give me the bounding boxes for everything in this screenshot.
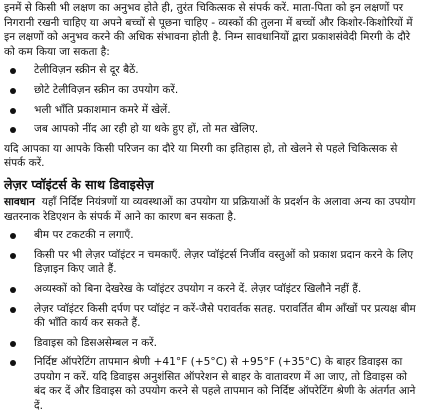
list-item-text: बीम पर टकटकी न लगाएँ. [34, 229, 134, 242]
list-item-text: डिवाइस को डिसअसेम्बल न करें. [34, 336, 157, 349]
list-item [4, 336, 419, 351]
list-item-text: टेलीविज़न स्क्रीन से दूर बैठें. [34, 64, 139, 77]
bullet-icon [10, 307, 16, 313]
list-item-text: अव्यस्कों को बिना देखरेख के प्वॉइंटर उपयोग न करने दें. लेज़र प्वॉइंटर खिलौने नहीं हैं. [34, 282, 362, 295]
list-item-text: जब आपको नींद आ रही हो या थके हुए हों, तो मत खेलिए. [34, 123, 259, 136]
list-item-text: भली भाँति प्रकाशमान कमरे में खेलें. [34, 103, 171, 116]
outro-paragraph: यदि आपका या आपके किसी परिजन का दौरे या मिरगी का इतिहास हो, तो खेलने से पहले चिकित्सक से संपर्क करें. [4, 142, 398, 170]
list-item [4, 122, 419, 137]
list-item-text: किसी पर भी लेज़र प्वॉइंटर न चमकाएँ. लेज़र प्वॉइंटर्स निर्जीव वस्तुओं को प्रकाश प्रदान करने के लिए डिज़ाइन किए जाते हैं. [34, 248, 414, 276]
caution-paragraph [4, 195, 419, 224]
list-item [4, 282, 419, 297]
intro-paragraph: इनमें से किसी भी लक्षण का अनुभव होते ही, तुरंत चिकित्सक से संपर्क करें. माता-पिता को इन लक्षणों पर निगरानी रखनी चाहिए या अपने बच्चों से पूछना चाहिए - व्यस्कों की तुलना में बच्चों और किशोर-किशोरियों में इन लक्षणों को अनुभव करने की अधिक संभावना होती है. निम्न सावधानियों द्वारा प्रकाशसंवेदी मिरगी के दौरे को कम किया जा सकता है: [4, 2, 413, 58]
bullet-icon [10, 287, 16, 293]
list-item [4, 83, 419, 98]
list-item [4, 248, 419, 277]
list-item [4, 63, 419, 78]
list-item-text: छोटे टेलीविज़न स्क्रीन का उपयोग करें. [34, 83, 179, 96]
bullet-icon [10, 233, 16, 239]
bullet-icon [10, 88, 16, 94]
list-item [4, 228, 419, 243]
section-heading: लेज़र प्वॉइंटर्स के साथ डिवाइसेज़ [4, 176, 154, 192]
list-item-text: निर्दिष्ट ऑपरेटिंग तापमान श्रेणी +41°F (+5°C) से +95°F (+35°C) के बाहर डिवाइस का उपयोग न करें. यदि डिवाइस अनुशंसित ऑपरेशन से बाहर के वातावरण में आ जाए, तो डिवाइस को बंद कर दें और डिवाइस को उपयोग करने से पहले तापमान को निर्दिष्ट ऑपरेटिंग श्रेणी के अंतर्गत आने दें. [34, 356, 416, 413]
caution-label: सावधान [4, 195, 35, 208]
list-item-text: लेज़र प्वॉइंटर किसी दर्पण पर प्वॉइंट न करें-जैसे परावर्तक सतह. परावर्तित बीम आँखों पर प्रत्यक्ष बीम की भाँति कार्य कर सकते हैं. [34, 302, 416, 330]
list-item [4, 302, 419, 331]
list-item [4, 355, 419, 413]
bullet-icon [10, 341, 16, 347]
bullet-icon [10, 108, 16, 114]
bullet-icon [10, 127, 16, 133]
list-item [4, 103, 419, 118]
bullet-icon [10, 68, 16, 74]
bullet-icon [10, 360, 16, 366]
precautions-list [4, 63, 419, 136]
caution-text: यहाँ निर्दिष्ट नियंत्रणों या व्यवस्थाओं का उपयोग या प्रक्रियाओं के प्रदर्शन के अलावा अन्य का उपयोग खतरनाक रेडिएशन के संपर्क में आने का कारण बन सकता है. [4, 195, 416, 223]
bullet-icon [10, 253, 16, 259]
laser-safety-list [4, 228, 419, 414]
